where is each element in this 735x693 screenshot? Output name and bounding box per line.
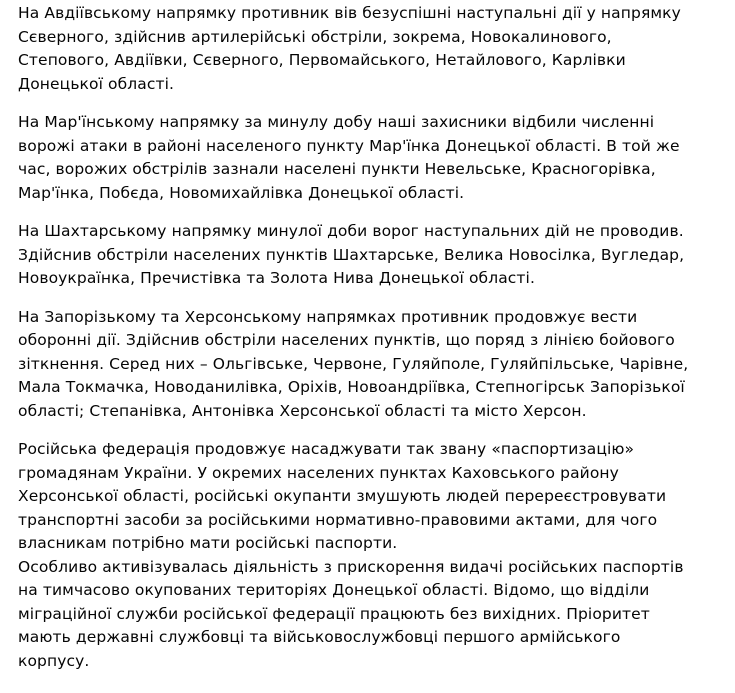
text-line: Мар'їнка, Побєда, Новомихайлівка Донецької області. — [18, 183, 465, 202]
paragraph-marinka — [18, 111, 730, 205]
text-line: оборонні дії. Здійснив обстріли населених пунктів, що поряд з лінією бойового — [18, 331, 675, 349]
text-line: Здійснив обстріли населених пунктів Шахтарське, Велика Новосілка, Вугледар, — [18, 245, 685, 264]
text-line: Степового, Авдіївки, Сєверного, Первомайського, Нетайлового, Карлівки — [18, 51, 626, 69]
paragraph-avdiivka — [18, 2, 730, 96]
text-line: області; Степанівка, Антонівка Херсонської області та місто Херсон. — [18, 401, 587, 420]
paragraph-shakhtarske — [18, 220, 730, 291]
text-line: на тимчасово окупованих територіях Донецької області. Відомо, що відділи — [18, 581, 650, 599]
text-line: час, ворожих обстрілів зазнали населені пункти Невельське, Красногорівка, — [18, 160, 656, 178]
text-line: На Авдіївському напрямку противник вів безуспішні наступальні дії у напрямку — [18, 4, 681, 22]
text-line: власникам потрібно мати російські паспорти. — [18, 534, 398, 552]
text-line: Новоукраїнка, Пречистівка та Золота Нива Донецької області. — [18, 269, 535, 287]
text-line: Херсонської області, російські окупанти змушують людей перереєстровувати — [18, 487, 667, 505]
text-line: На Запорізькому та Херсонському напрямках противник продовжує вести — [18, 307, 638, 326]
paragraph-donetsk-passports — [18, 556, 730, 674]
paragraph-zaporizhzhia-kherson — [18, 306, 730, 424]
paragraph-passportization — [18, 438, 730, 556]
text-line: мають державні службовці та військовослужбовці першого армійського — [18, 628, 621, 646]
text-line: зіткнення. Серед них – Ольгівське, Червоне, Гуляйполе, Гуляйпільське, Чарівне, — [18, 354, 689, 373]
text-line: Російська федерація продовжує насаджувати так звану «паспортизацію» — [18, 440, 635, 458]
text-line: ворожі атаки в районі населеного пункту Мар'їнка Донецької області. В той же — [18, 136, 680, 155]
text-line: міграційної служби російської федерації працюють без вихідних. Пріоритет — [18, 604, 650, 623]
text-line: На Мар'їнському напрямку за минулу добу наші захисники відбили численні — [18, 113, 655, 131]
text-line: корпусу. — [18, 651, 90, 670]
text-line: Сєверного, здійснив артилерійські обстріли, зокрема, Новокалинового, — [18, 27, 612, 46]
text-line: транспортні засоби за російськими нормативно-правовими актами, для чого — [18, 510, 658, 529]
text-line: Особливо активізувалась діяльність з прискорення видачі російських паспортів — [18, 557, 684, 576]
text-line: громадянам України. У окремих населених пунктах Каховського району — [18, 463, 619, 482]
text-line: Донецької області. — [18, 74, 175, 93]
post-text — [18, 2, 730, 673]
text-line: Мала Токмачка, Новоданилівка, Оріхів, Новоандріївка, Степногірськ Запорізької — [18, 378, 685, 396]
text-line: На Шахтарському напрямку минулої доби ворог наступальних дій не проводив. — [18, 222, 684, 240]
